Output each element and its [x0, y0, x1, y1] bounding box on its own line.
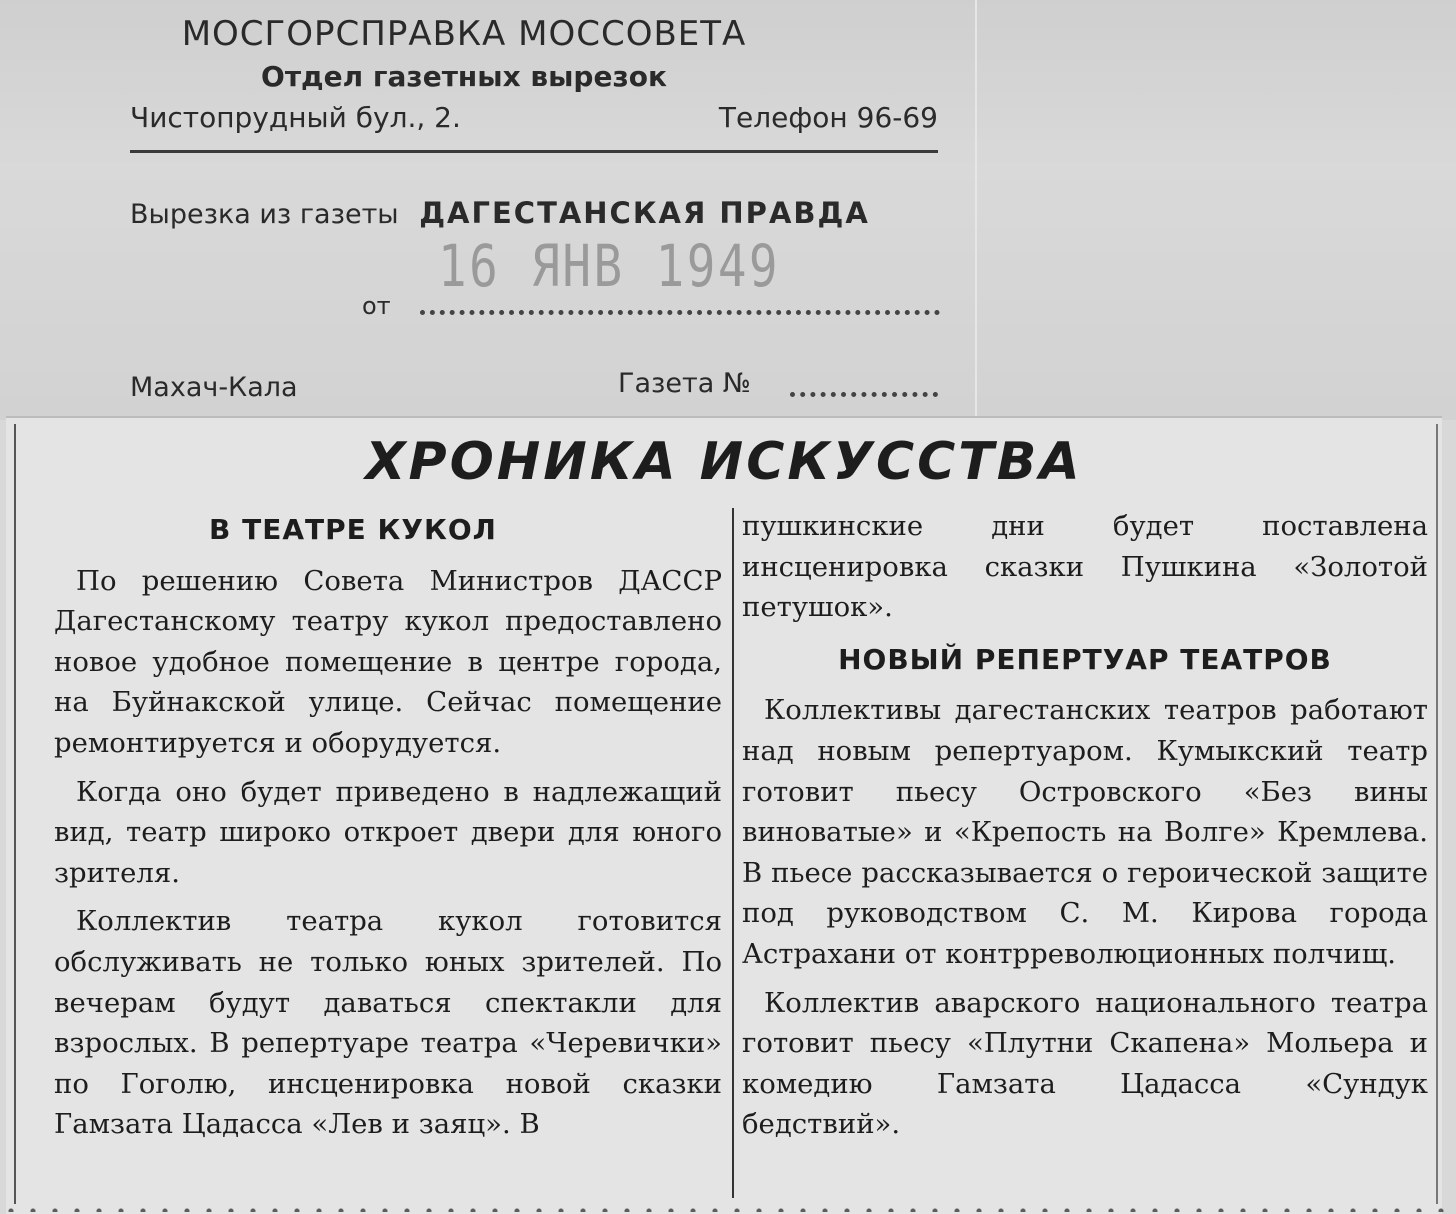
- clipping-bureau-form: [0, 0, 1456, 420]
- puppet-theater-subhead: В ТЕАТРЕ КУКОЛ: [209, 513, 497, 546]
- new-repertoire-subhead: НОВЫЙ РЕПЕРТУАР ТЕАТРОВ: [838, 642, 1332, 676]
- gazeta-number-dotted-line: [790, 372, 938, 397]
- newspaper-name: ДАГЕСТАНСКАЯ ПРАВДА: [419, 196, 870, 230]
- next-article-fragments: [0, 1190, 1456, 1212]
- clipping-right-edge: [1436, 424, 1438, 1204]
- form-edge: [975, 0, 977, 420]
- paragraph: Коллектив аварского национального театра готовит пьесу «Плутни Скапена» Мольера и комедию Гамзата Цадасса «Сундук бедствий».: [742, 986, 1428, 1141]
- department-title: Отдел газетных вырезок: [261, 60, 667, 93]
- date-stamp: 16 ЯНВ 1949: [438, 232, 781, 300]
- right-column: [742, 506, 1428, 1145]
- header-rule: [130, 150, 938, 153]
- clipping-left-edge: [14, 424, 16, 1204]
- paragraph: По решению Совета Министров ДАССР Дагестанскому театру кукол предоставлено новое удобное помещение в центре города, на Буйнакской улице. Сейчас помещение ремонтируется и оборудуется.: [54, 564, 722, 759]
- date-dotted-line: [420, 290, 940, 315]
- paragraph: пушкинские дни будет поставлена инсценировка сказки Пушкина «Золотой петушок».: [742, 510, 1428, 624]
- article-headline: ХРОНИКА ИСКУССТВА: [365, 432, 1083, 492]
- newspaper-clipping: [6, 416, 1442, 1214]
- phone: Телефон 96-69: [718, 101, 938, 134]
- gazeta-number-label: Газета №: [618, 368, 751, 399]
- paragraph: Коллектив театра кукол готовится обслуживать не только юных зрителей. По вечерам будут даваться спектакли для взрослых. В репертуаре театра «Черевички» по Гоголю, инсценировка новой сказки Гамзата Цадасса «Лев и заяц». В: [54, 905, 722, 1141]
- form-header: [130, 14, 938, 153]
- from-label: от: [362, 292, 391, 320]
- column-divider: [732, 508, 734, 1198]
- paragraph: Коллективы дагестанских театров работают над новым репертуаром. Кумыкский театр готовит пьесу Островского «Без вины виноватые» и «Крепость на Волге» Кремлева. В пьесе рассказывается о героической защите под руководством С. М. Кирова города Астрахани от контрреволюционных полчищ.: [742, 694, 1428, 970]
- clip-source-line: [130, 196, 870, 230]
- left-column: [54, 506, 722, 1145]
- address: Чистопрудный бул., 2.: [130, 101, 461, 134]
- address-row: [130, 101, 938, 134]
- paragraph: Когда оно будет приведено в надлежащий вид, театр широко откроет двери для юного зрителя.: [54, 775, 722, 889]
- clip-label: Вырезка из газеты: [130, 199, 399, 230]
- organization-title: МОСГОРСПРАВКА МОССОВЕТА: [181, 14, 747, 54]
- city: Махач-Кала: [130, 372, 298, 403]
